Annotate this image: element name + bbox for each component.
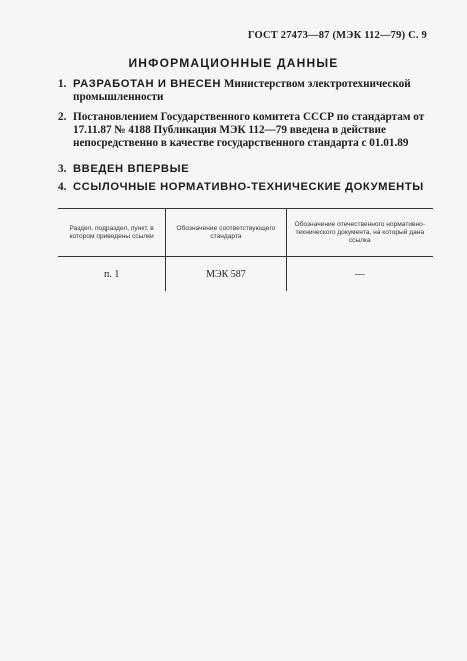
list-item-3 bbox=[58, 163, 430, 176]
column-header-domestic-doc: Обозначение отечественного нормативно-технического документа, на который дана ссылка bbox=[286, 209, 433, 257]
table-row bbox=[58, 257, 433, 292]
item-text bbox=[73, 163, 430, 176]
list-item-4 bbox=[58, 181, 430, 194]
page-header: ГОСТ 27473—87 (МЭК 112—79) С. 9 bbox=[247, 30, 427, 41]
list-item-1 bbox=[58, 78, 430, 104]
table-cell-standard: МЭК 587 bbox=[166, 257, 286, 292]
page-title: ИНФОРМАЦИОННЫЕ ДАННЫЕ bbox=[128, 56, 339, 70]
item-heading: РАЗРАБОТАН И ВНЕСЕН bbox=[73, 78, 222, 90]
item-heading: ССЫЛОЧНЫЕ НОРМАТИВНО-ТЕХНИЧЕСКИЕ ДОКУМЕНТЫ bbox=[73, 181, 424, 193]
table-cell-domestic-doc: — bbox=[286, 257, 433, 292]
item-number: 2. bbox=[58, 111, 67, 123]
column-header-standard: Обозначение соответствующего стандарта bbox=[166, 209, 286, 257]
column-header-section: Раздел, подраздел, пункт, в котором приведены ссылки bbox=[58, 209, 166, 257]
item-text bbox=[73, 111, 430, 150]
table-header-row bbox=[58, 209, 433, 257]
item-body: Министерством электротехнической промышленности bbox=[73, 78, 411, 103]
item-number: 1. bbox=[58, 78, 67, 90]
item-heading: ВВЕДЕН ВПЕРВЫЕ bbox=[73, 163, 190, 175]
item-body: Постановлением Государственного комитета СССР по стандартам от 17.11.87 № 4188 Публикация МЭК 112—79 введена в действие непосредственно в качестве государственного стандарта с 01.01.89 bbox=[73, 111, 425, 149]
table-cell-section: п. 1 bbox=[103, 268, 120, 280]
item-text bbox=[73, 78, 430, 104]
list-item-2 bbox=[58, 111, 430, 150]
references-table bbox=[58, 208, 433, 291]
item-number: 3. bbox=[58, 163, 67, 175]
item-number: 4. bbox=[58, 181, 67, 193]
item-text bbox=[73, 181, 430, 194]
